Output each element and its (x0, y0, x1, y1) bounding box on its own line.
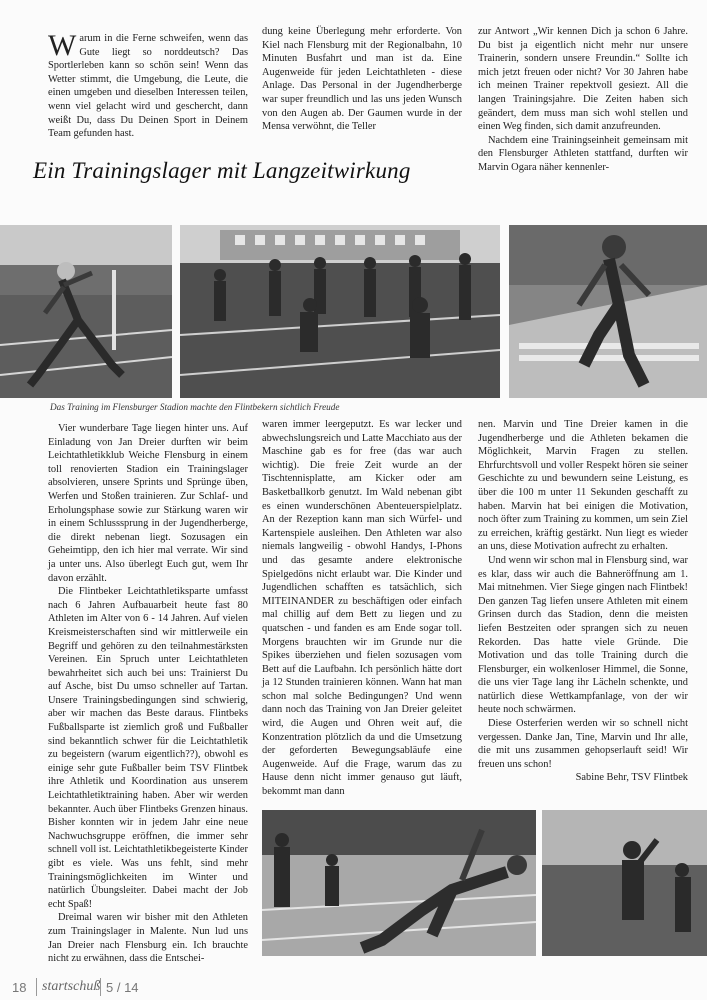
bleed-through-text (465, 150, 470, 171)
footer-divider-2 (100, 978, 101, 996)
intro-column-3 (478, 25, 688, 223)
col1-paragraph-2: Die Flintbeker Leichtathletiksparte umfasst nach 6 Jahren Aufbauarbeit heute fast 80 Athleten im Alter von 6 - 14 Jahren. Auf vielen Kreismeisterschaften sind wir mittlerweile ein Begriff und gehören zu den teilnahmestärksten Vereinen. Ein Spruch unter Leichtathleten bewahrheitet sich auch bei uns: Trainierst Du auf Asche, bist Du umso schneller auf Tartan. Unsere Trainingsbedingungen sind schwierig, aber wir machen das Beste daraus. Flintbeks Fußballsparte ist ziemlich groß und Fußballer sind bekanntlich schwer für die Leichtathletik zu begeistern (warum eigentlich??), obwohl es einige sehr gute Fußballer beim TSV Flintbek ihre Athletik und Koordination aus unserem Leichtathletiktraining haben. Aber wir werden bekannter. Auch über Flintbeks Grenzen hinaus. Bisher konnten wir in jedem Jahr eine neue Nachwuchsgruppe eröffnen, die immer sehr schnell voll ist. Leichtathletikbegeisterte Kinder gibt es viele. Was uns fehlt, sind mehr Trainingsmöglichkeiten im Winter und natürlich Übungsleiter. Dabei macht der Job echt Spaß! (48, 586, 248, 910)
page-footer (0, 974, 707, 1000)
magazine-name: startschuß (42, 979, 101, 994)
photo-backward-throw (262, 810, 536, 956)
col3-paragraph-1: nen. Marvin und Tine Dreier kamen in die Jugendherberge und die Athleten bekamen die Möglichkeit, Marvin Fragen zu stellen. Ehrfurchtsvoll und voller Respekt hören sie seiner Geschichte zu und bewundern seine Leistung, es über die 100 m unter 11 Sekunden geschafft zu haben. Marvin hat bei einigen die Motivation, noch öfter zum Training zu kommen, um sein Ziel zu erreichen, kräftig gestärkt. Nun liegt es wieder an uns, diese Motivation aufrecht zu erhalten. (478, 419, 688, 553)
dropcap: W (48, 29, 77, 62)
page-number: 18 (12, 980, 27, 995)
photo-shot-put (542, 810, 707, 956)
intro-text-3: zur Antwort „Wir kennen Dich ja schon 6 Jahre. Du bist ja eigentlich nicht mehr nur unsere Trainerin, sondern unsere Freundin.“ Sollte ich mich jetzt freuen oder nicht? Vor 30 Jahren habe ich meinen Trainer repektvoll gesiezt. All die langen Trainingsjahre. Die Zeiten haben sich geändert, dem muss man sich wohl stellen und einen Weg finden, sich damit anzufreunden. (478, 26, 688, 133)
photo-long-jump (509, 225, 707, 398)
article-headline: Ein Trainingslager mit Langzeitwirkung (33, 158, 411, 183)
col1-paragraph-1: Vier wunderbare Tage liegen hinter uns. Auf Einladung von Jan Dreier durften wir beim Leichtathletikklub Weiche Flensburg in einem toll renovierten Stadion ein Trainingslager absolvieren, unsere Sprints und Sprünge üben, Werfen und Stoßen trainieren. Zur Schlaf- und Erholungsphase sowie zur Stärkung waren wir in einem Schlusssprung in der Jugendherberge, die direkt nebenan liegt. Sozusagen ein Geheimtipp, den ich hier mal verrate. Wir sind ja unter uns. Also überlegt Euch gut, wem Ihr davon erzählt. (48, 423, 248, 584)
main-column-2 (262, 418, 462, 798)
main-column-3 (478, 418, 688, 804)
main-column-1 (48, 422, 248, 974)
col2-paragraph-1: waren immer leergeputzt. Es war lecker und abwechslungsreich und Latte Macchiato aus der Maschine gab es for free (das war auch wichtig). Die freie Zeit wurde an der Tischtennisplatte, am Kicker oder am Basketballkorb genutzt. Im Wald nebenan gibt es einen wunderschönen Abenteuerspielplatz. An der Rezeption kann man sich Würfel- und Kartenspiele ausleihen. Den Athleten war also niemals langweilig - obwohl Handys, I-Phons und das gesamte andere elektronische Spielgedöns nicht erlaubt war. Die Kinder und Jugendlichen schafften es tatsächlich, sich MITEINANDER zu beschäftigen oder einfach mal chillig auf dem Bett zu liegen und zu quatschen - und fanden es am Ende sogar toll. Morgens brauchten wir im Grunde nur die Spikes überziehen und fielen sozusagen vom Bett auf die Laufbahn. Ich persönlich hätte dort ja 12 Stunden trainieren können. Wann hat man schon mal solche Bedingungen? Und wenn dann noch das Training von Jan Dreier geleitet wird, die Augen und Ohren weit auf, die Konzentration plötzlich da und die Umsetzung der geforderten Bewegungsabläufe eine Augenweide. Auf die Frage, warum das zu Hause denn nicht immer genauso gut läuft, bekommt man dann (262, 419, 462, 798)
photo-group-training (180, 225, 500, 398)
photo-sprint-start (0, 225, 172, 398)
intro-column-1 (48, 29, 248, 160)
intro-column-2 (262, 25, 462, 155)
intro-text-3b: Nachdem eine Trainingseinheit gemeinsam mit den Flensburger Athleten stattfand, durften wir Marvin Ogara näher kennenler- (478, 134, 688, 173)
footer-divider (36, 978, 37, 996)
intro-text-2: dung keine Überlegung mehr erforderte. Von Kiel nach Flensburg mit der Regionalbahn, 10 Minuten Busfahrt und man ist da. Eine Augenweide für jeden Leichtathleten - diese Anlage. Das Personal in der Jugendherberge war super freundlich und las uns jeden Wunsch von den Augen ab. Der Gaumen wurde in der Mensa verwöhnt, die Teller (262, 26, 462, 133)
issue-number: 5 / 14 (106, 980, 139, 995)
col3-paragraph-2: Und wenn wir schon mal in Flensburg sind, war es klar, dass wir auch die Bahneröffnung am 1. Mai mitnehmen. Vier Siege gingen nach Flintbek! Den ganzen Tag liefen unsere Athleten mit einem Grinsen durch das Stadion, denn die meisten liefen Bestzeiten oder sprangen sich zu neuen Rekorden. Das hatte viele Gründe. Die Motivation und das tolle Training durch die Flensburger, ein wolkenloser Himmel, die Sonne, die uns vier Tage lang ihr Lächeln schenkte, und natürlich diese Wettkampfanlage, von der wir heute noch schwärmen. (478, 554, 688, 716)
author-signature: Sabine Behr, TSV Flintbek (575, 772, 688, 784)
intro-text-1: arum in die Ferne schweifen, wenn das Gute liegt so norddeutsch? Das Sportlerleben kann so schön sein! Wenn das Wetter stimmt, die Umgebung, die Leute, die einen umgeben und dieselben Interessen teilen, wenn viel gelacht wird und geschercht, dann weißt Du, dass Du Deinen Sport in Deinem Team gefunden hast. (48, 33, 248, 140)
col3-paragraph-3: Diese Osterferien werden wir so schnell nicht vergessen. Danke Jan, Tine, Marvin und Ihr alle, die mit uns zusammen gehopserlauft seid! Wir freuen uns schon! (478, 718, 688, 770)
photo-caption: Das Training im Flensburger Stadion machte den Flintbekern sichtlich Freude (50, 402, 340, 412)
col1-paragraph-3: Dreimal waren wir bisher mit den Athleten zum Trainingslager in Malente. Nun lud uns Jan Dreier nach Flensburg ein. Ich brauchte nicht zu erwähnen, dass die Entschei- (48, 912, 248, 965)
